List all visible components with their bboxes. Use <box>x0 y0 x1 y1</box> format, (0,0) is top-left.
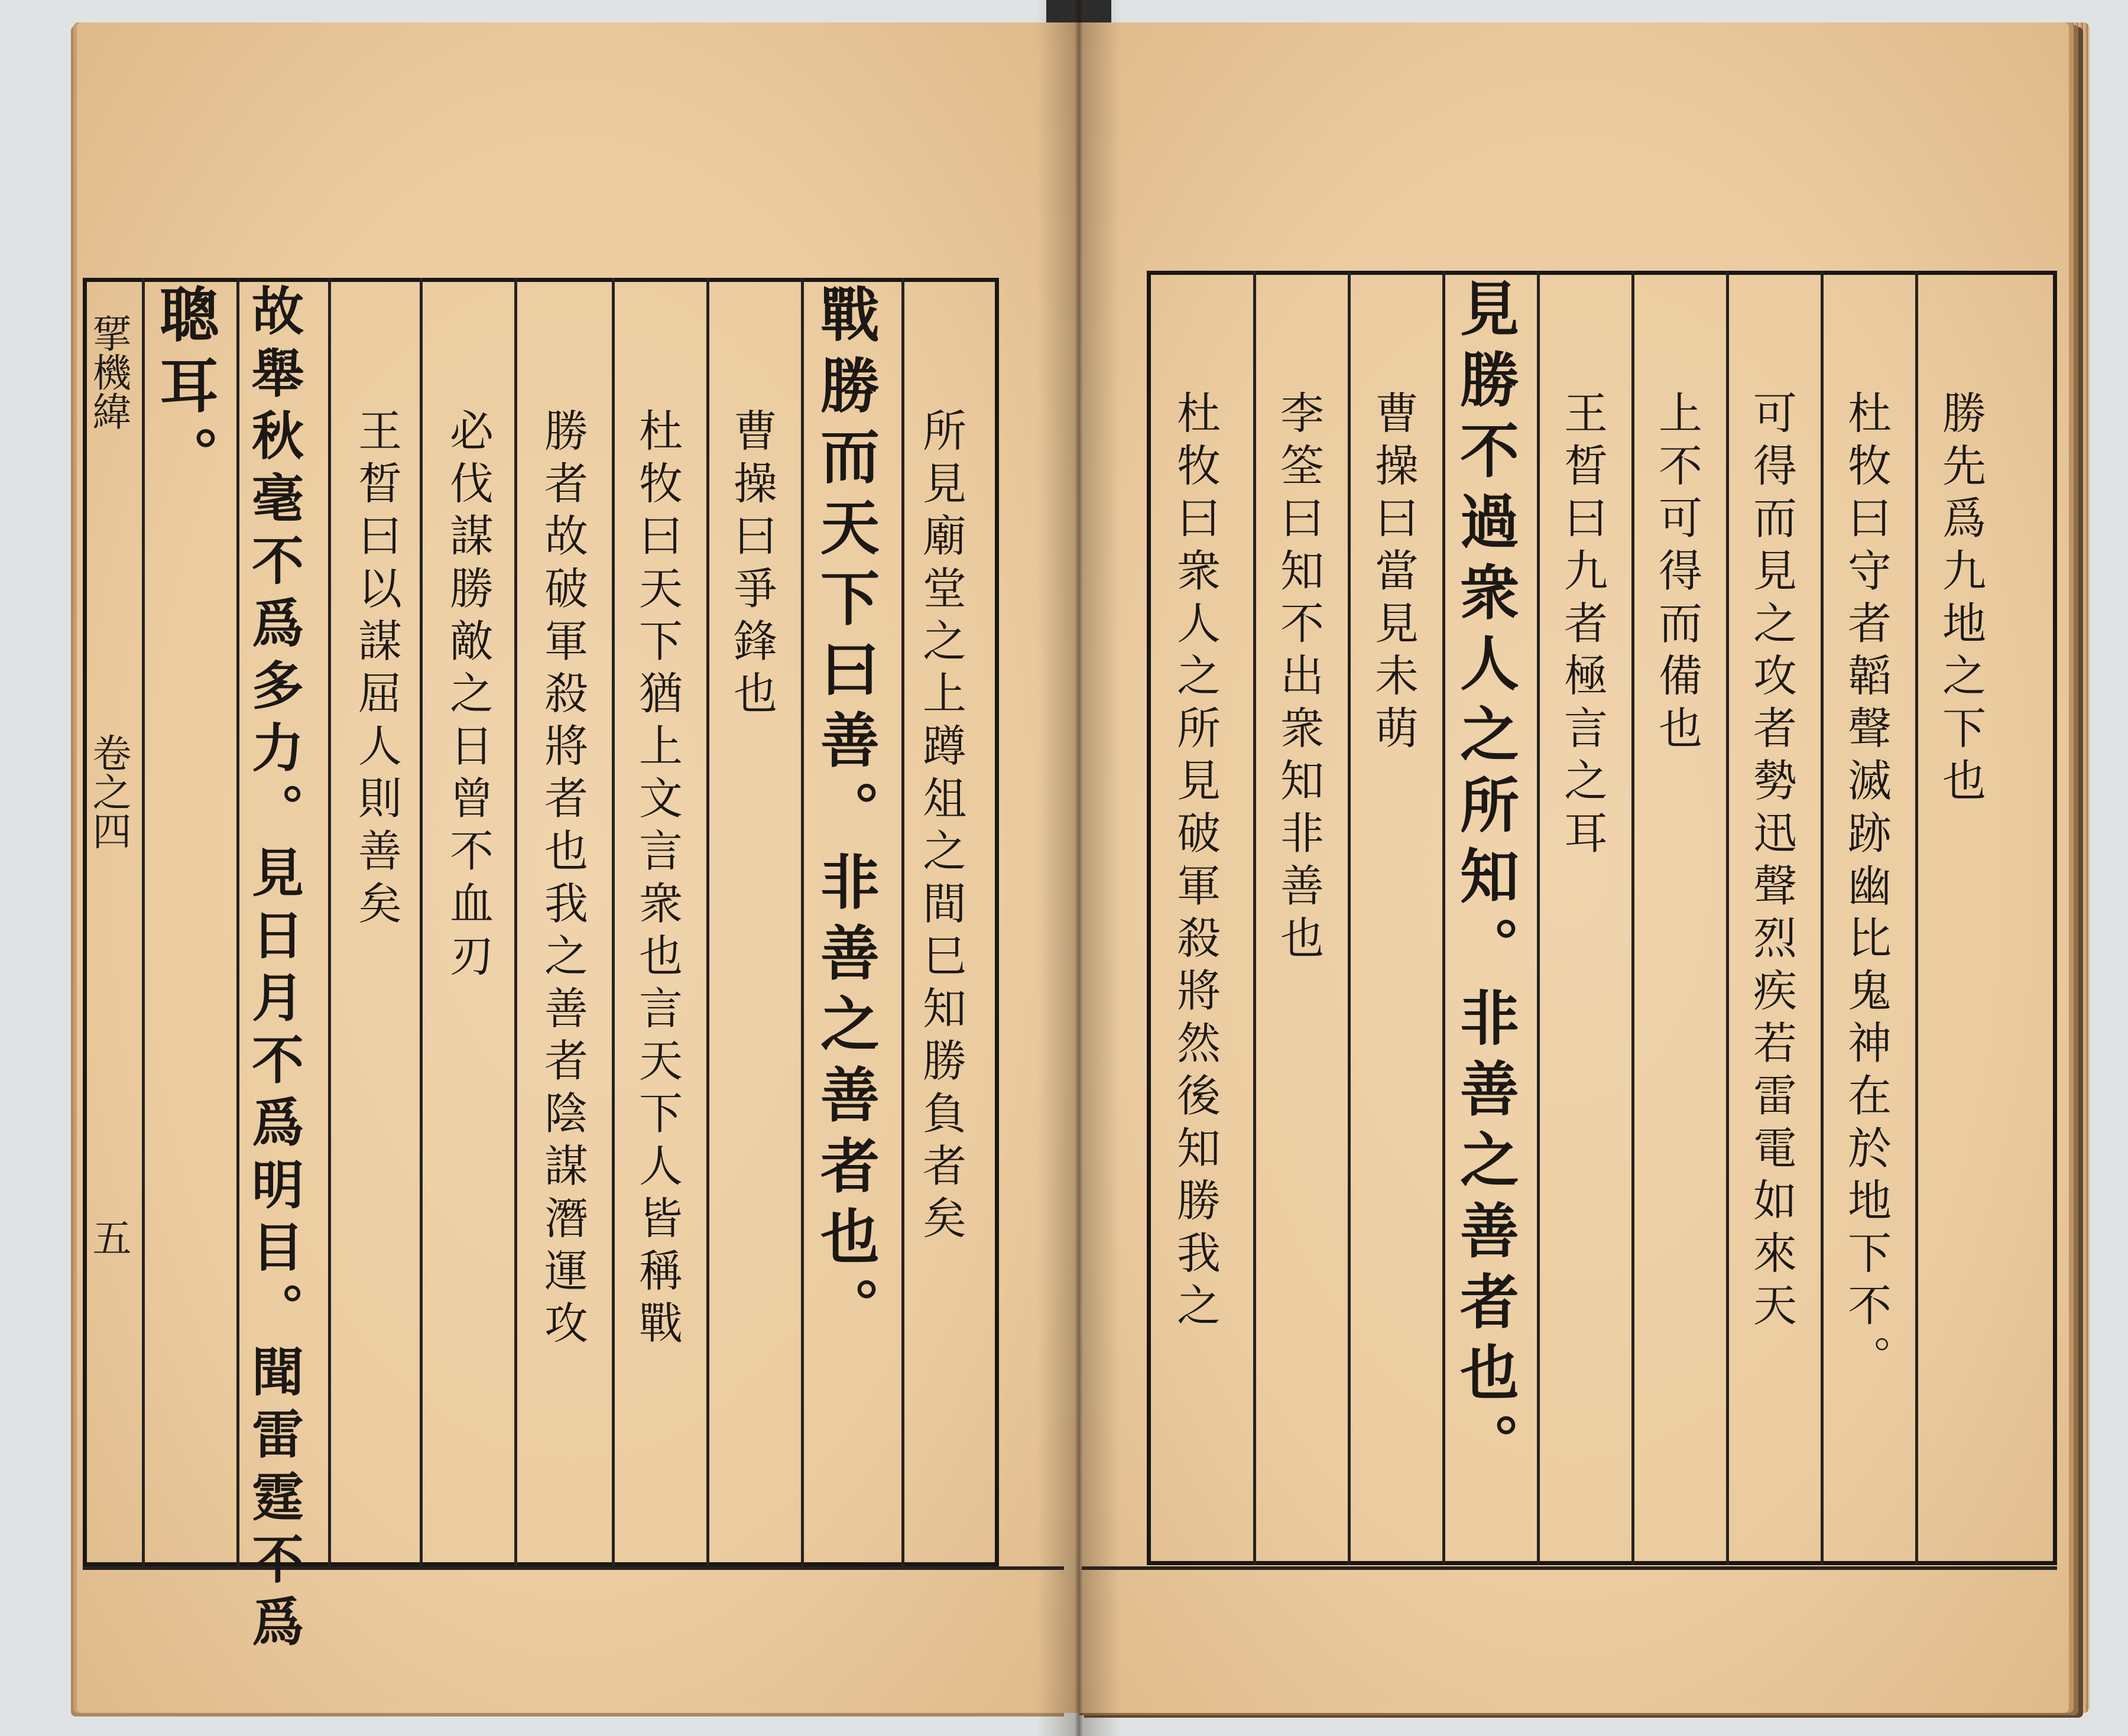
left-column-rule <box>142 278 145 1566</box>
binding-strip <box>1046 0 1111 24</box>
right-column-rule <box>1821 271 1824 1565</box>
text-column: 李筌曰知不出衆知非善也 <box>1273 390 1324 968</box>
volume-label: 卷之四 <box>86 733 131 850</box>
right-column-rule <box>1253 271 1256 1565</box>
right-column-rule <box>1537 271 1540 1565</box>
page-number: 五 <box>86 1218 131 1257</box>
book-title: 揅機緯 <box>86 313 131 430</box>
text-column: 可得而見之攻者勢迅聲烈疾若雷電如來天 <box>1746 390 1797 1335</box>
left-column-rule <box>514 278 517 1566</box>
left-bottom-rule <box>83 1566 1064 1570</box>
right-bottom-rule <box>1082 1566 2057 1570</box>
left-column-rule <box>328 278 331 1566</box>
text-column: 曹操曰爭鋒也 <box>726 408 777 723</box>
left-column-rule <box>901 278 904 1566</box>
left-column-rule <box>420 278 423 1566</box>
right-column-rule <box>1631 271 1634 1565</box>
text-column: 故舉秋毫不爲多力。見日月不爲明目。聞雷霆不爲 <box>244 284 305 1657</box>
text-column: 杜牧曰衆人之所見破軍殺將然後知勝我之 <box>1170 390 1221 1335</box>
right-column-rule <box>1915 271 1918 1565</box>
text-column: 王晳曰九者極言之耳 <box>1557 390 1608 863</box>
text-column: 杜牧曰守者韜聲滅跡幽比鬼神在於地下不。 <box>1841 390 1892 1388</box>
text-column: 必伐謀勝敵之日曾不血刃 <box>443 408 494 985</box>
left-column-rule <box>612 278 615 1566</box>
right-column-rule <box>1726 271 1729 1565</box>
page-stack-edge <box>2066 22 2090 1713</box>
text-column: 見勝不過衆人之所知。非善之善者也。 <box>1450 278 1520 1484</box>
left-column-rule <box>236 278 239 1566</box>
text-column: 勝者故破軍殺將者也我之善者陰謀潛運攻 <box>537 408 588 1353</box>
text-column: 杜牧曰天下猶上文言衆也言天下人皆稱戰 <box>632 408 683 1353</box>
text-column: 上不可得而備也 <box>1652 390 1702 758</box>
right-column-rule <box>1348 271 1351 1565</box>
text-column: 所見廟堂之上蹲俎之間巳知勝負者矣 <box>916 408 966 1248</box>
text-column: 勝先爲九地之下也 <box>1935 390 1986 810</box>
right-column-rule <box>1442 271 1445 1565</box>
text-column: 王晳曰以謀屈人則善矣 <box>351 408 402 933</box>
text-column: 戰勝而天下曰善。非善之善者也。 <box>810 284 880 1348</box>
left-column-rule <box>801 278 804 1566</box>
text-column: 聰耳。 <box>150 284 219 497</box>
left-column-rule <box>706 278 709 1566</box>
text-column: 曹操曰當見未萌 <box>1368 390 1419 758</box>
